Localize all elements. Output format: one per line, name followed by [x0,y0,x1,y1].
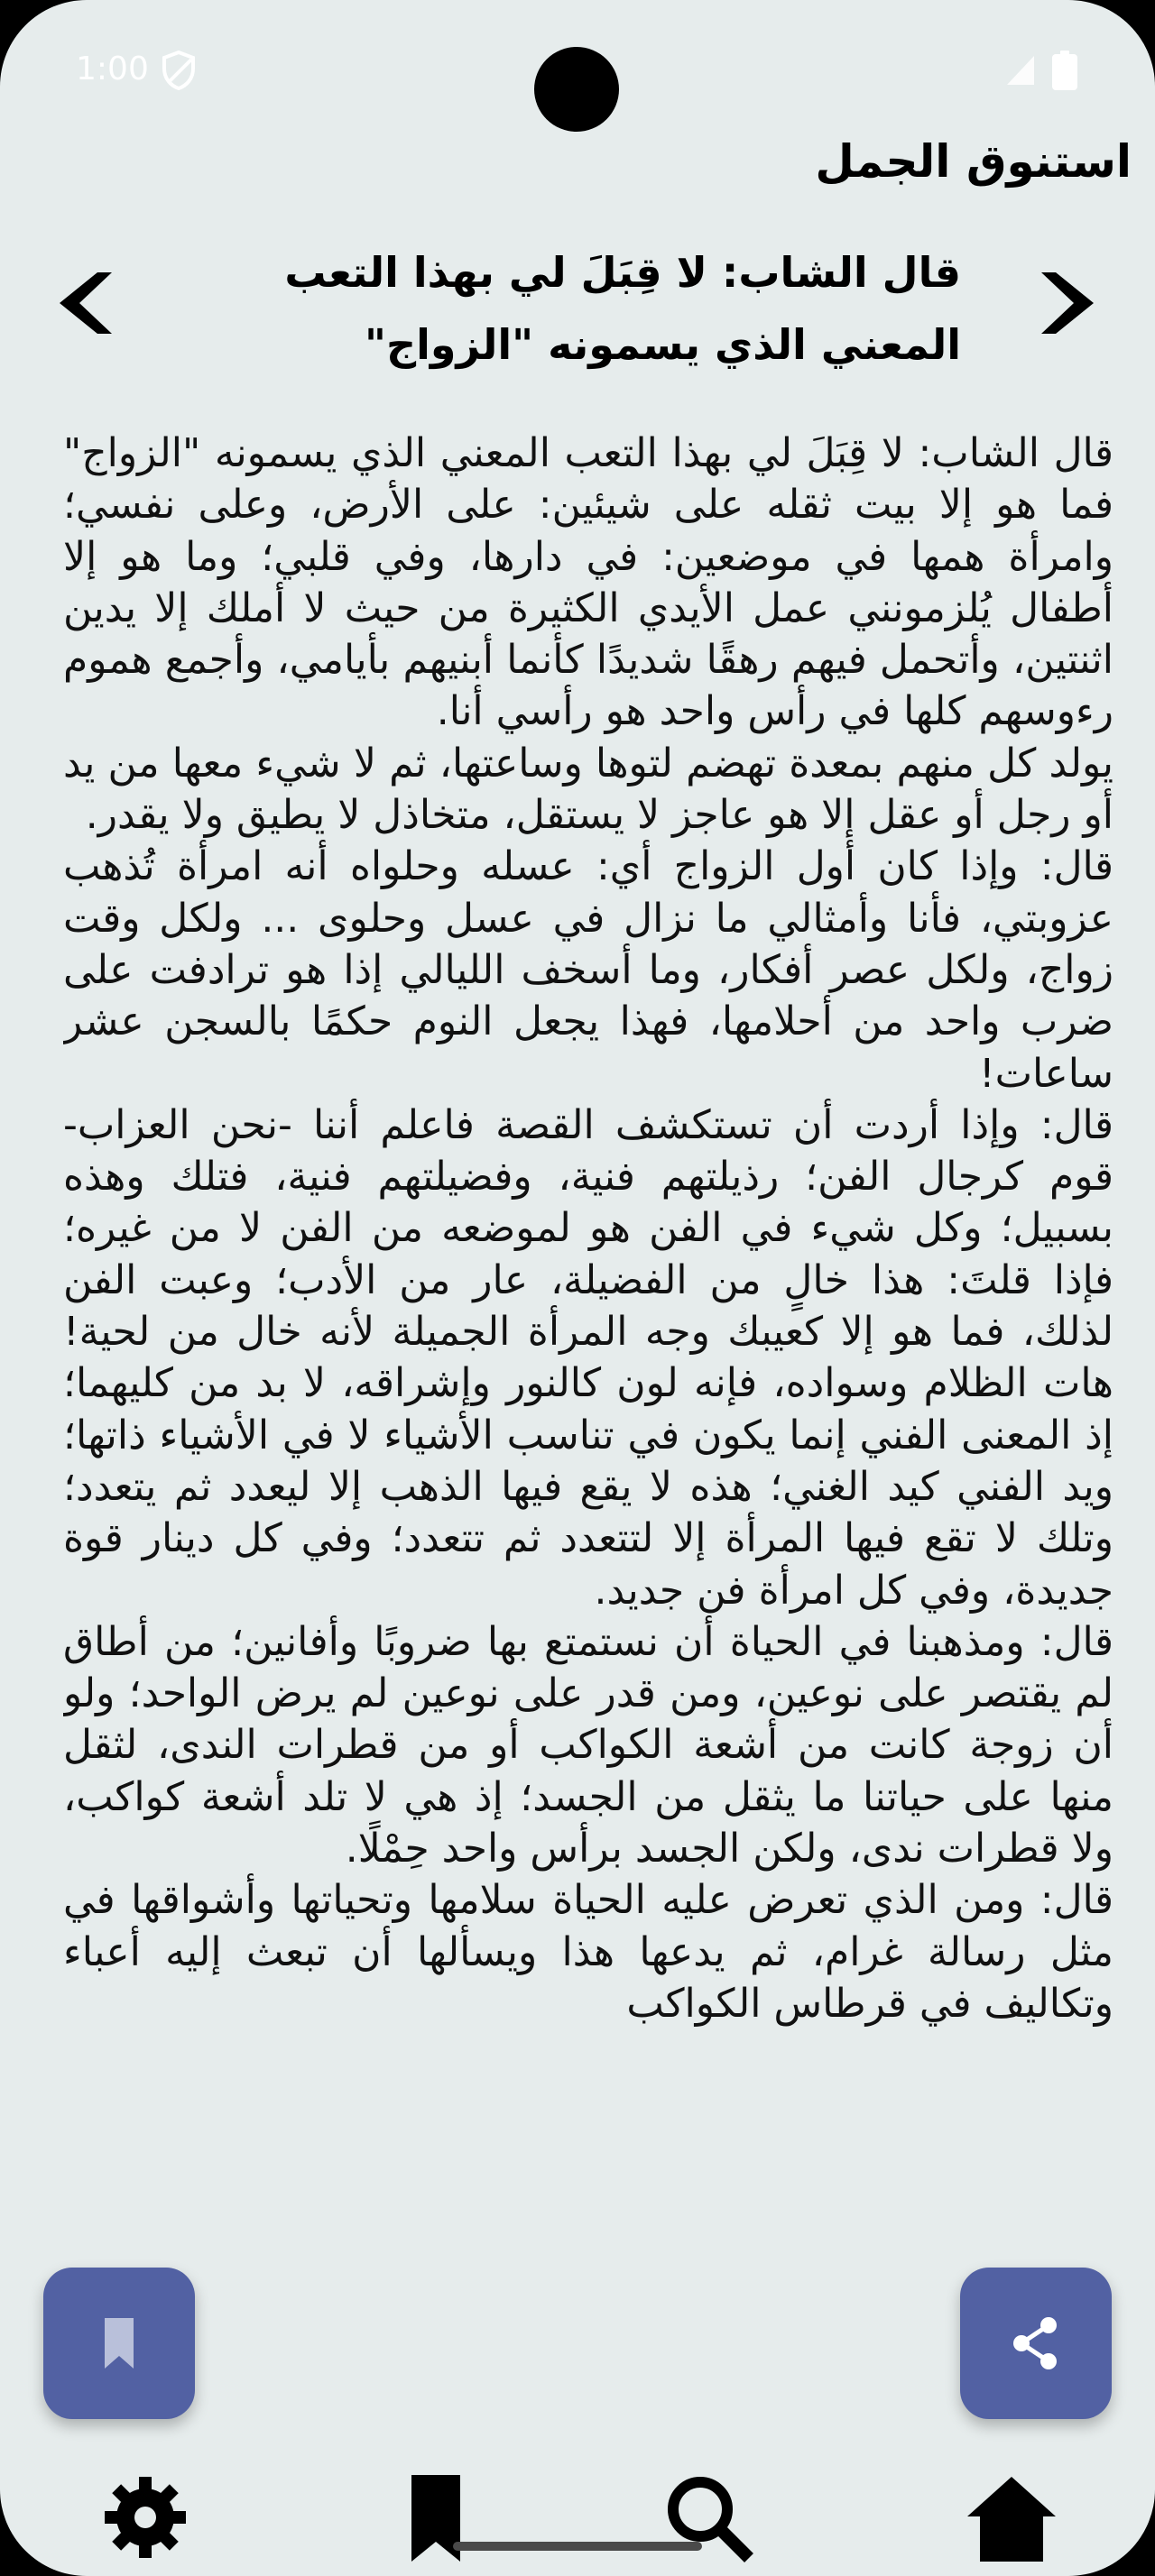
article-paragraph: قال: وإذا أردت أن تستكشف القصة فاعلم أننا -نحن العزاب- قوم كرجال الفن؛ رذيلتهم فنية، وفضيلتهم فنية، فتلك وهذه بسبيل؛ وكل شيء في الفن هو لموضعه من الفن لا من غيره؛ فإذا قلتَ: هذا خالٍ من الفضيلة، عار من الأدب؛ وعبت الفن لذلك، فما هو إلا كعيبك وجه المرأة الجميلة لأنه خال من لحية! هات الظلام وسواده، فإنه لون كالنور وإشراقه، لا بد من كليهما؛ إذ المعنى الفني إنما يكون في تناسب الأشياء لا في الأشياء ذاتها؛ ويد الفني كيد الغني؛ هذه لا يقع فيها الذهب إلا ليعدد ثم يتعدد؛ وتلك لا تقع فيها المرأة إلا لتتعدد ثم تتعدد؛ وفي كل دينار قوة جديدة، وفي كل امرأة فن جديد. [63,1101,1113,1614]
chapter-heading: قال الشاب: لا قِبَلَ لي بهذا التعب المعني الذي يسمونه "الزواج" [284,248,961,369]
camera-cutout [534,47,619,132]
article-paragraph: قال: وإذا كان أول الزواج أي: عسله وحلواه أنه امرأة تُذهب عزوبتي، فأنا وأمثالي ما نزال في عسل وحلوى ... ولكل وقت زواج، ولكل عصر أفكار، وما أسخف الليالي إذا هو ترادفت على ضرب واحد من أحلامها، فهذا يجعل النوم حكمًا بالسجن عشر ساعات! [63,843,1113,1097]
article-paragraph: يولد كل منهم بمعدة تهضم لتوها وساعتها، ثم لا شيء معها من يد أو رجل أو عقل إلا هو عاجز لا يستقل، متخاذل لا يطيق ولا يقدر. [63,740,1113,839]
status-bar [0,0,1155,135]
next-arrow-icon[interactable] [1036,267,1101,339]
article-body [63,428,1113,2574]
signal-icon [1005,54,1036,87]
search-icon[interactable] [659,2468,758,2567]
gesture-bar[interactable] [453,2542,702,2551]
bookmark-icon [90,2314,148,2372]
share-button[interactable] [960,2268,1112,2419]
prev-arrow-icon[interactable] [52,267,117,339]
share-icon [1007,2314,1065,2372]
app-title: استنوق الجمل [815,135,1132,188]
home-icon[interactable] [962,2468,1061,2567]
shield-icon [161,51,197,90]
bookmark-icon[interactable] [386,2468,485,2567]
status-time: 1:00 [76,51,149,87]
bookmark-button[interactable] [43,2268,195,2419]
battery-icon [1052,51,1077,90]
article-paragraph: قال الشاب: لا قِبَلَ لي بهذا التعب المعني الذي يسمونه "الزواج" فما هو إلا بيت ثقله على شيئين: على الأرض، وعلى نفسي؛ وامرأة همها في موضعين: في دارها، وفي قلبي؛ وما هو إلا أطفال يُلزمونني عمل الأيدي الكثيرة من حيث لا أملك إلا يدين اثنتين، وأتحمل فيهم رهقًا شديدًا كأنما أبنيهم بأيامي، وأجمع هموم رءوسهم كلها في رأس واحد هو رأسي أنا. [63,430,1113,735]
article-paragraph: قال: ومذهبنا في الحياة أن نستمتع بها ضروبًا وأفانين؛ من أطاق لم يقتصر على نوعين، ومن قدر على نوعين لم يرض الواحد؛ ولو أن زوجة كانت من أشعة الكواكب أو من قطرات الندى، لثقل منها على حياتنا ما يثقل من الجسد؛ إذ هي لا تلد أشعة كواكب، ولا قطرات ندى، ولكن الجسد برأس واحد حِمْلًا. [63,1618,1113,1872]
article-paragraph: قال: ومن الذي تعرض عليه الحياة سلامها وتحياتها وأشواقها في مثل رسالة غرام، ثم يدعها هذا ويسألها أن تبعث إليه أعباء وتكاليف في قرطاس الكواكب [63,1877,1113,2027]
gear-icon[interactable] [96,2468,195,2567]
